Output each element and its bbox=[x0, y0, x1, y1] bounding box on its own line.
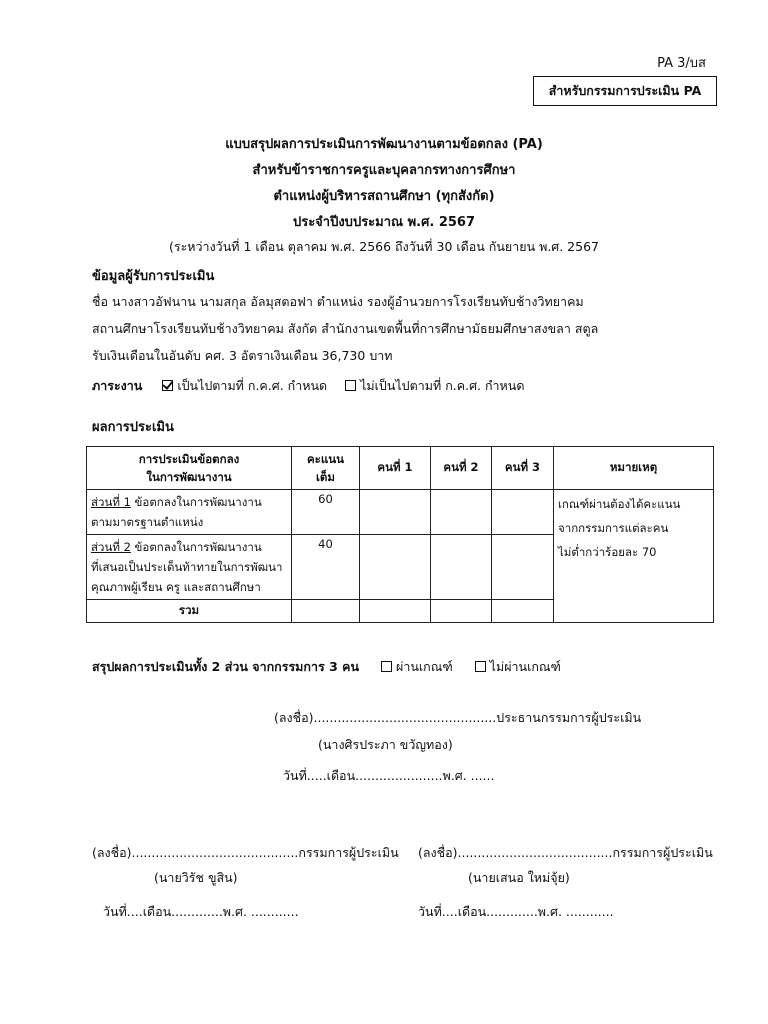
member1-name: (นายวิรัช ขูสิน) bbox=[154, 870, 238, 885]
title-line-4: ประจำปีงบประมาณ พ.ศ. 2567 bbox=[292, 215, 476, 230]
evaluation-period: (ระหว่างวันที่ 1 เดือน ตุลาคม พ.ศ. 2566 ถึงวันที่ 30 เดือน กันยายน พ.ศ. 2567 bbox=[168, 239, 599, 254]
evaluatee-line-3: รับเงินเดือนในอันดับ คศ. 3 อัตราเงินเดือน 36,730 บาท bbox=[92, 348, 393, 363]
header-item-line-1: การประเมินข้อตกลง bbox=[138, 452, 240, 466]
workload-row bbox=[92, 376, 524, 396]
total-eval3-cell[interactable] bbox=[492, 600, 554, 623]
row2-eval3-cell[interactable] bbox=[492, 535, 554, 600]
header-evaluator-1: คนที่ 1 bbox=[360, 447, 431, 490]
row1-eval1-cell[interactable] bbox=[360, 490, 431, 535]
remark-line-3: ไม่ต่ำกว่าร้อยละ 70 bbox=[558, 545, 657, 559]
header-evaluator-3: คนที่ 3 bbox=[492, 447, 554, 490]
total-eval1-cell[interactable] bbox=[360, 600, 431, 623]
row2-eval2-cell[interactable] bbox=[431, 535, 492, 600]
title-line-3: ตำแหน่งผู้บริหารสถานศึกษา (ทุกสังกัด) bbox=[273, 189, 495, 204]
header-item bbox=[87, 447, 292, 490]
total-full-cell[interactable] bbox=[292, 600, 360, 623]
remark-cell bbox=[554, 490, 714, 623]
row1-full-score: 60 bbox=[292, 490, 360, 535]
member2-name: (นายเสนอ ใหม่จุ้ย) bbox=[468, 870, 570, 885]
form-code: PA 3/บส bbox=[657, 56, 706, 71]
table-header-row bbox=[87, 447, 714, 490]
workload-meets-label: เป็นไปตามที่ ก.ค.ศ. กำหนด bbox=[177, 378, 328, 393]
committee-label-box bbox=[533, 76, 717, 106]
workload-meets-checkbox[interactable] bbox=[162, 380, 173, 391]
results-heading: ผลการประเมิน bbox=[92, 420, 174, 435]
row1-desc-b: ตามมาตรฐานตำแหน่ง bbox=[91, 515, 204, 529]
summary-fail-label: ไม่ผ่านเกณฑ์ bbox=[489, 659, 561, 674]
row2-desc-a: ข้อตกลงในการพัฒนางาน bbox=[130, 540, 262, 554]
member2-signature-line: (ลงชื่อ).......................................กรรมการผู้ประเมิน bbox=[418, 845, 713, 860]
row1-item bbox=[87, 490, 292, 535]
row1-desc-a: ข้อตกลงในการพัฒนางาน bbox=[130, 495, 262, 509]
row1-eval2-cell[interactable] bbox=[431, 490, 492, 535]
workload-label: ภาระงาน bbox=[92, 378, 143, 393]
chair-name: (นางศิรประภา ขวัญทอง) bbox=[318, 737, 453, 752]
summary-label: สรุปผลการประเมินทั้ง 2 ส่วน จากกรรมการ 3 คน bbox=[92, 659, 360, 674]
row2-eval1-cell[interactable] bbox=[360, 535, 431, 600]
title-line-1: แบบสรุปผลการประเมินการพัฒนางานตามข้อตกลง (PA) bbox=[225, 137, 543, 152]
evaluation-table bbox=[86, 446, 714, 623]
member1-signature-line: (ลงชื่อ)..........................................กรรมการผู้ประเมิน bbox=[92, 845, 399, 860]
total-label: รวม bbox=[87, 600, 292, 623]
row2-desc-c: คุณภาพผู้เรียน ครู และสถานศึกษา bbox=[91, 580, 261, 594]
summary-fail-checkbox[interactable] bbox=[475, 661, 486, 672]
member1-date: วันที่....เดือน.............พ.ศ. ............ bbox=[103, 904, 299, 919]
workload-not-meets-checkbox[interactable] bbox=[345, 380, 356, 391]
row2-part: ส่วนที่ 2 bbox=[91, 540, 131, 554]
header-full-score bbox=[292, 447, 360, 490]
title-line-2: สำหรับข้าราชการครูและบุคลากรทางการศึกษา bbox=[252, 163, 516, 178]
member2-date: วันที่....เดือน.............พ.ศ. ............ bbox=[418, 904, 614, 919]
row1-eval3-cell[interactable] bbox=[492, 490, 554, 535]
header-full-line-1: คะแนน bbox=[306, 452, 344, 466]
chair-signature-line: (ลงชื่อ)..............................................ประธานกรรมการผู้ประเมิน bbox=[274, 710, 642, 725]
chair-date: วันที่.....เดือน......................พ.ศ. ...... bbox=[283, 768, 495, 783]
total-eval2-cell[interactable] bbox=[431, 600, 492, 623]
workload-not-meets-label: ไม่เป็นไปตามที่ ก.ค.ศ. กำหนด bbox=[360, 378, 525, 393]
header-full-line-2: เต็ม bbox=[316, 470, 335, 484]
evaluatee-heading: ข้อมูลผู้รับการประเมิน bbox=[92, 269, 215, 284]
remark-line-2: จากกรรมการแต่ละคน bbox=[558, 521, 669, 535]
row2-item bbox=[87, 535, 292, 600]
row1-part: ส่วนที่ 1 bbox=[91, 495, 131, 509]
row2-full-score: 40 bbox=[292, 535, 360, 600]
table-row bbox=[87, 490, 714, 535]
row2-desc-b: ที่เสนอเป็นประเด็นท้าทายในการพัฒนา bbox=[91, 560, 283, 574]
summary-row bbox=[92, 657, 561, 677]
summary-pass-checkbox[interactable] bbox=[381, 661, 392, 672]
summary-pass-label: ผ่านเกณฑ์ bbox=[396, 659, 453, 674]
evaluatee-line-2: สถานศึกษาโรงเรียนทับช้างวิทยาคม สังกัด สำนักงานเขตพื้นที่การศึกษามัธยมศึกษาสงขลา สตูล bbox=[92, 321, 599, 336]
header-remark: หมายเหตุ bbox=[554, 447, 714, 490]
remark-line-1: เกณฑ์ผ่านต้องได้คะแนน bbox=[558, 497, 681, 511]
evaluatee-line-1: ชื่อ นางสาวอัฟนาน นามสกุล อัลมุสตอฟา ตำแหน่ง รองผู้อำนวยการโรงเรียนทับช้างวิทยาคม bbox=[92, 294, 584, 309]
header-item-line-2: ในการพัฒนางาน bbox=[146, 470, 232, 484]
header-evaluator-2: คนที่ 2 bbox=[431, 447, 492, 490]
committee-label: สำหรับกรรมการประเมิน PA bbox=[548, 83, 702, 98]
